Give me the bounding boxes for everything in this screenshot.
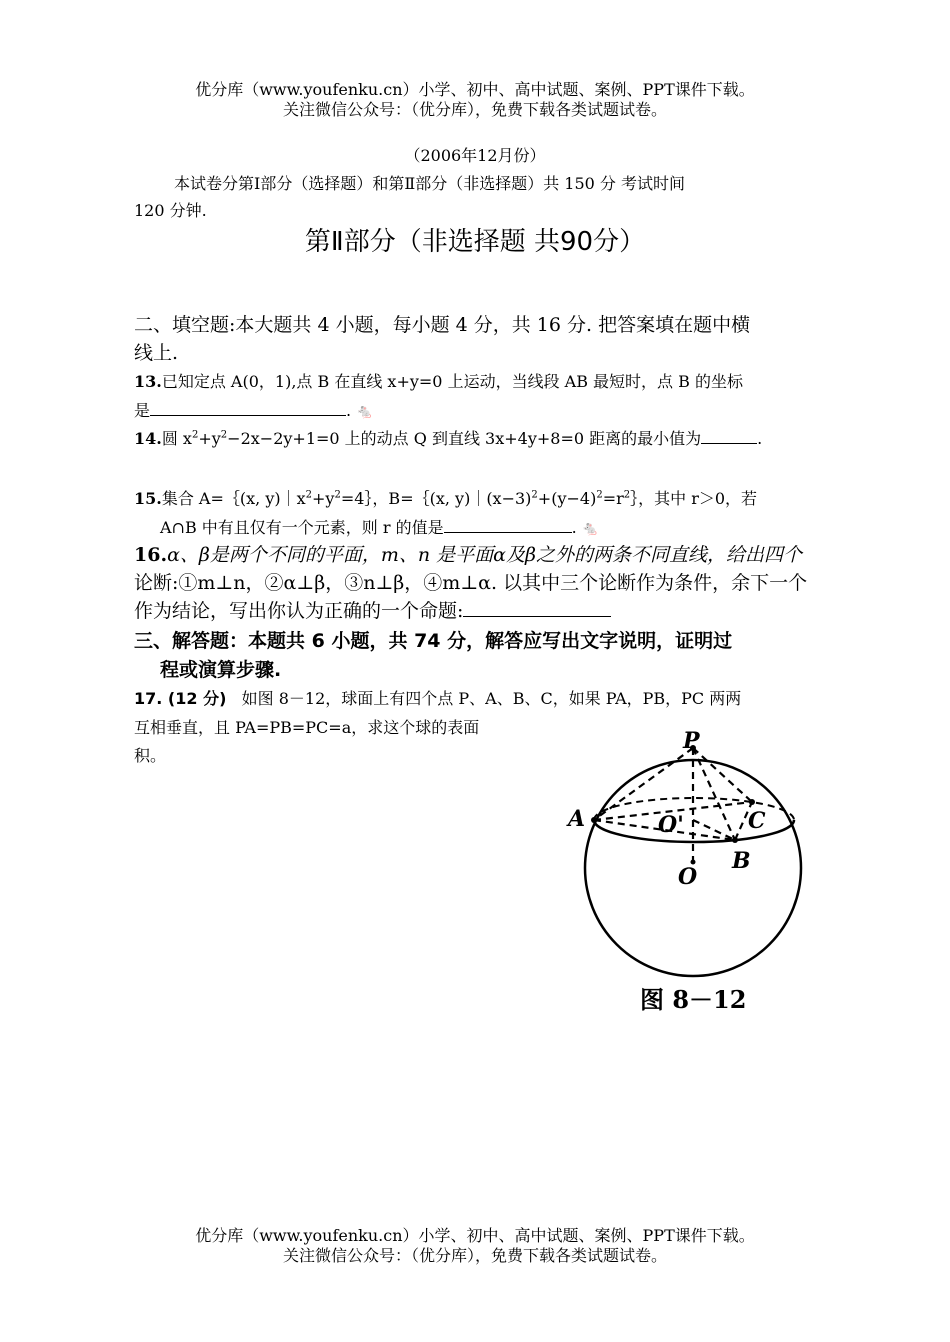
question-13-line-2	[134, 396, 374, 427]
exponent: 2	[596, 489, 603, 501]
exponent: 2	[220, 429, 228, 441]
question-16-line-2: 论断:①m⊥n，②α⊥β，③n⊥β，④m⊥α. 以其中三个论断作为条件，余下一个	[134, 572, 808, 594]
question-13-text-2: 是	[134, 401, 151, 420]
answer-blank-14[interactable]	[701, 427, 757, 444]
exponent: 2	[334, 489, 341, 501]
label-O: O	[678, 864, 698, 890]
question-14-text-c: −2x−2y+1=0 上的动点 Q 到直线 3x+4y+8=0 距离的最小值为	[227, 429, 702, 448]
point-C	[749, 799, 755, 805]
question-15-text-2: A∩B 中有且仅有一个元素，则 r 的值是	[160, 518, 444, 537]
question-17-line-3: 积。	[134, 746, 167, 765]
label-O-prime: O'	[658, 812, 684, 838]
question-15-text-c: =4｝，B=｛(x, y)｜(x−3)	[340, 489, 532, 508]
exponent: 2	[623, 489, 631, 501]
question-15-line-1	[134, 484, 757, 514]
question-15-end: .	[571, 518, 577, 537]
site-footer-line-1: 优分库（www.youfenku.cn）小学、初中、高中试题、案例、PPT课件下载。	[195, 1226, 755, 1245]
question-14-text-b: +y	[198, 429, 221, 448]
part2-title: 第Ⅱ部分（非选择题 共90分）	[304, 227, 646, 257]
question-17-text-1: 如图 8－12，球面上有四个点 P、A、B、C，如果 PA，PB，PC 两两	[241, 689, 742, 708]
answer-blank-13[interactable]	[150, 399, 346, 416]
question-16-line-3	[134, 597, 611, 625]
intro-line-1: 本试卷分第Ⅰ部分（选择题）和第Ⅱ部分（非选择题）共 150 分 考试时间	[174, 174, 685, 193]
question-15-text-d: +(y−4)	[537, 489, 597, 508]
sphere-figure	[560, 720, 820, 1020]
edge-PC	[693, 748, 752, 802]
question-15-text-e: =r	[602, 489, 624, 508]
question-16-text-1: α、β是两个不同的平面，m、n 是平面α及β之外的两条不同直线，给出四个	[167, 544, 802, 566]
label-P: P	[683, 728, 700, 754]
exponent: 2	[305, 489, 313, 501]
question-16-line-1	[134, 541, 802, 569]
section2-line-1: 二、填空题:本大题共 4 小题，每小题 4 分，共 16 分. 把答案填在题中横	[134, 314, 751, 336]
question-17-line-1	[134, 684, 741, 714]
question-13-text: 已知定点 A(0，1),点 B 在直线 x+y=0 上运动，当线段 AB 最短时，点 B 的坐标	[161, 372, 743, 391]
question-13-number: 13.	[134, 372, 162, 391]
section3-line-2: 程或演算步骤.	[160, 659, 282, 681]
question-14-end: .	[757, 429, 763, 448]
answer-blank-15[interactable]	[444, 516, 572, 533]
label-C: C	[748, 808, 766, 834]
site-header-line-1: 优分库（www.youfenku.cn）小学、初中、高中试题、案例、PPT课件下载。	[195, 80, 755, 99]
question-14-number: 14.	[134, 429, 162, 448]
question-15-text-a: 集合 A=｛(x, y)｜x	[161, 489, 306, 508]
question-15-text-f: ｝，其中 r＞0，若	[630, 489, 758, 508]
point-A	[591, 817, 597, 823]
figure-caption: 图 8－12	[640, 985, 747, 1014]
question-15-number: 15.	[134, 489, 162, 508]
edge-PA	[594, 748, 693, 820]
section3-line-1: 三、解答题：本题共 6 小题，共 74 分，解答应写出文字说明，证明过	[134, 630, 733, 652]
mouse-icon: 🐁	[356, 404, 374, 420]
question-17-line-2: 互相垂直，且 PA=PB=PC=a，求这个球的表面	[134, 718, 480, 737]
exam-date: （2006年12月份）	[404, 146, 546, 165]
exponent: 2	[191, 429, 199, 441]
question-16-text-3: 作为结论，写出你认为正确的一个命题:	[134, 600, 464, 622]
site-header-line-2: 关注微信公众号：（优分库），免费下载各类试题试卷。	[282, 100, 667, 119]
section2-line-2: 线上.	[134, 342, 179, 364]
question-14-text-a: 圆 x	[161, 429, 192, 448]
point-B	[732, 837, 738, 843]
question-15-text-b: +y	[312, 489, 335, 508]
question-13-line-1	[134, 367, 743, 397]
label-A: A	[568, 806, 586, 832]
question-15-line-2	[160, 513, 599, 544]
answer-blank-16[interactable]	[463, 600, 611, 617]
question-17-number: 17. (12 分)	[134, 689, 227, 708]
label-B: B	[732, 848, 751, 874]
site-footer-line-2: 关注微信公众号：（优分库），免费下载各类试题试卷。	[282, 1246, 667, 1265]
intro-line-2: 120 分钟.	[134, 201, 207, 220]
exponent: 2	[531, 489, 538, 501]
question-13-end: .	[346, 401, 352, 420]
question-14-line	[134, 424, 762, 454]
question-16-number: 16.	[134, 544, 168, 566]
mouse-icon: 🐁	[581, 521, 600, 537]
